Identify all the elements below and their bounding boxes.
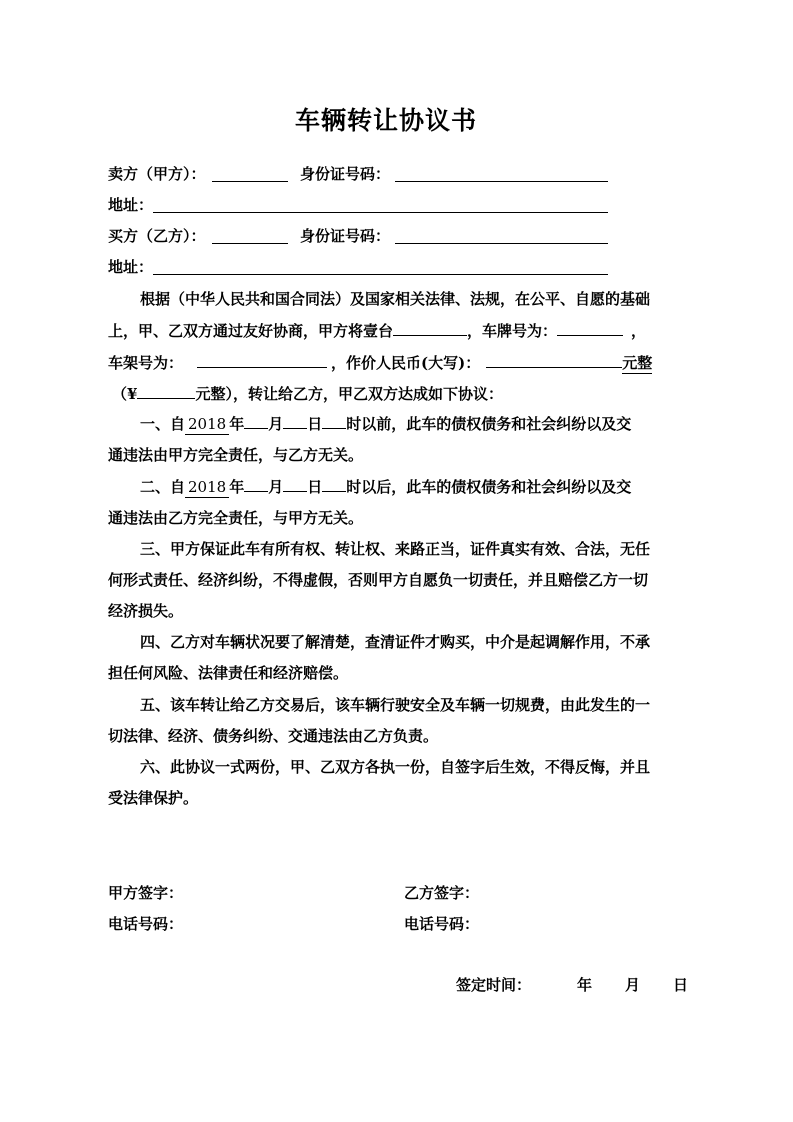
- intro-line-4-text: 元整），转让给乙方，甲乙双方达成如下协议：: [195, 385, 503, 403]
- party-a-phone-label: 电话号码：: [108, 915, 184, 933]
- plate-number-field[interactable]: [557, 320, 623, 336]
- clause-2-month-field[interactable]: [244, 477, 268, 492]
- clause-1-text: 时以前，此车的债权债务和社会纠纷以及交: [346, 415, 632, 433]
- clause-5-line-1: 五、该车转让给乙方交易后，该车辆行驶安全及车辆一切规费，由此发生的一: [140, 696, 651, 714]
- clause-2-prefix: 二、自: [140, 478, 186, 496]
- intro-line-2: [108, 320, 646, 341]
- clause-2-year-unit: 年: [229, 478, 245, 496]
- buyer-address-label: 地址：: [108, 258, 154, 276]
- party-b-phone-label: 电话号码：: [404, 915, 480, 933]
- clause-4-line-2: 担任何风险、法律责任和经济赔偿。: [108, 664, 349, 682]
- buyer-id-field[interactable]: [395, 243, 608, 244]
- buyer-id-label: 身份证号码：: [300, 227, 391, 245]
- party-b-signature-label: 乙方签字：: [404, 884, 480, 902]
- price-label: ，作价人民币(大写)：: [331, 354, 481, 372]
- clause-1-line-1: [140, 414, 631, 435]
- clause-2-year[interactable]: 2018: [185, 477, 229, 498]
- clause-2-hour-field[interactable]: [322, 477, 346, 492]
- intro-line-2-text: 上，甲、乙双方通过友好协商，甲方将壹台: [108, 322, 394, 340]
- clause-2-text: 时以后，此车的债权债务和社会纠纷以及交: [346, 478, 632, 496]
- seller-name-field[interactable]: [212, 181, 288, 182]
- yen-prefix: （¥: [112, 385, 138, 403]
- intro-plate-label: ，车牌号为：: [467, 322, 558, 340]
- clause-1-prefix: 一、自: [140, 415, 186, 433]
- intro-comma: ，: [631, 322, 647, 340]
- clause-1-month-unit: 月: [268, 415, 284, 433]
- page-title: 车辆转让协议书: [295, 106, 478, 135]
- clause-6-line-1: 六、此协议一式两份，甲、乙双方各执一份，自签字后生效，不得反悔，并且: [140, 758, 651, 776]
- clause-1-day-field[interactable]: [283, 414, 307, 429]
- clause-1-day-unit: 日: [307, 415, 323, 433]
- clause-3-line-3: 经济损失。: [108, 602, 184, 620]
- vin-field[interactable]: [197, 352, 327, 368]
- buyer-name-field[interactable]: [212, 243, 288, 244]
- signing-date-label: 签定时间：: [456, 976, 532, 994]
- vehicle-count-field[interactable]: [393, 320, 467, 336]
- seller-label: 卖方（甲方）：: [108, 165, 206, 183]
- intro-line-3: [108, 352, 652, 374]
- buyer-address-field[interactable]: [153, 274, 608, 275]
- clause-3-line-2: 何形式责任、经济纠纷，不得虚假，否则甲方自愿负一切责任，并且赔偿乙方一切: [108, 571, 649, 589]
- clause-1-month-field[interactable]: [244, 414, 268, 429]
- price-suffix: 元整: [622, 354, 653, 372]
- seller-id-label: 身份证号码：: [300, 165, 391, 183]
- clause-1-hour-field[interactable]: [322, 414, 346, 429]
- price-number-field[interactable]: [137, 383, 195, 399]
- signing-date-day-unit: 日: [673, 976, 689, 994]
- clause-2-month-unit: 月: [268, 478, 284, 496]
- buyer-label: 买方（乙方）：: [108, 227, 206, 245]
- signing-date-month-unit: 月: [625, 976, 641, 994]
- clause-2-line-1: [140, 477, 631, 498]
- clause-5-line-2: 切法律、经济、债务纠纷、交通违法由乙方负责。: [108, 727, 439, 745]
- vin-label: 车架号为：: [108, 354, 184, 372]
- seller-address-label: 地址：: [108, 196, 154, 214]
- seller-id-field[interactable]: [395, 181, 608, 182]
- clause-3-line-1: 三、甲方保证此车有所有权、转让权、来路正当，证件真实有效、合法，无任: [140, 540, 651, 558]
- clause-1-year[interactable]: 2018: [185, 414, 229, 435]
- clause-1-line-2: 通违法由甲方完全责任，与乙方无关。: [108, 446, 364, 464]
- clause-2-day-unit: 日: [307, 478, 323, 496]
- clause-2-line-2: 通违法由乙方完全责任，与甲方无关。: [108, 509, 364, 527]
- intro-line-4: [112, 383, 503, 404]
- party-a-signature-label: 甲方签字：: [108, 884, 184, 902]
- signing-date-year-unit: 年: [577, 976, 593, 994]
- seller-address-field[interactable]: [153, 212, 608, 213]
- intro-line-1: 根据（中华人民共和国合同法）及国家相关法律、法规，在公平、自愿的基础: [140, 290, 651, 308]
- price-words-field[interactable]: [486, 352, 622, 368]
- clause-1-year-unit: 年: [229, 415, 245, 433]
- clause-6-line-2: 受法律保护。: [108, 789, 199, 807]
- clause-4-line-1: 四、乙方对车辆状况要了解清楚，查清证件才购买，中介是起调解作用，不承: [140, 633, 651, 651]
- clause-2-day-field[interactable]: [283, 477, 307, 492]
